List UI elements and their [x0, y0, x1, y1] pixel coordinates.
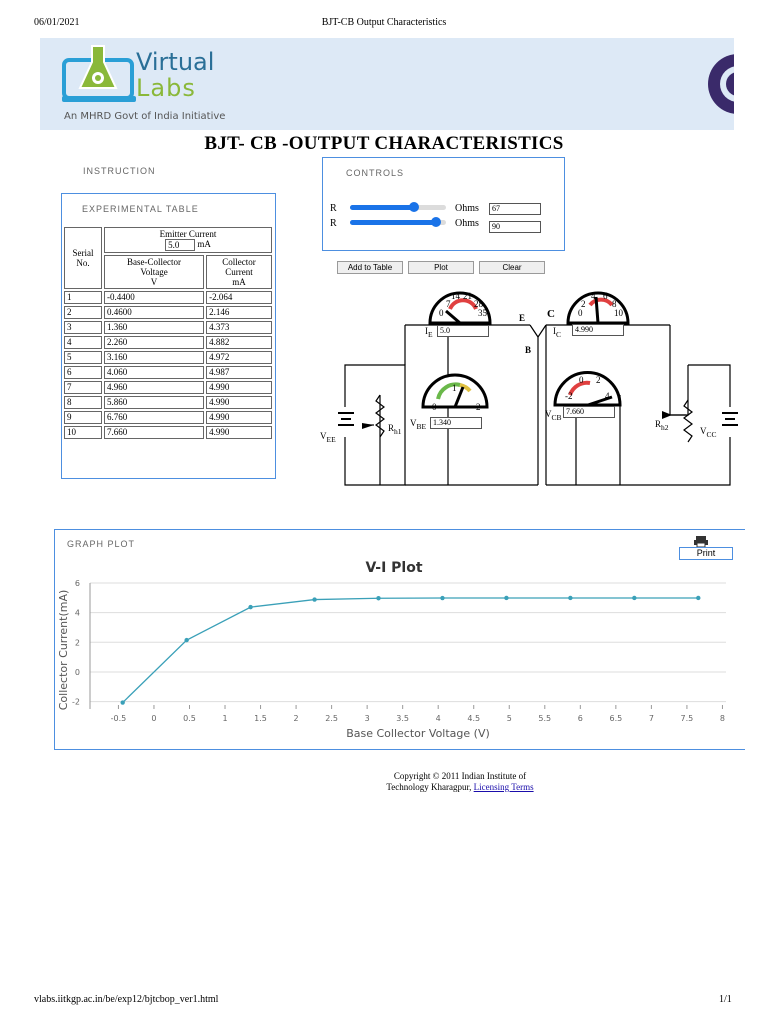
- x-tick-label: 5: [506, 714, 512, 723]
- data-point: [568, 596, 572, 600]
- current-header-line: Collector: [222, 257, 256, 267]
- voltage-cell: -0.4400: [104, 291, 204, 304]
- vee-label: [320, 431, 336, 444]
- y-tick-label: -2: [72, 697, 80, 707]
- data-point: [120, 700, 124, 704]
- vcb-readout: 7.660: [563, 406, 615, 418]
- ie-readout: 5.0: [437, 325, 489, 337]
- terminal-e-label: E: [519, 313, 526, 323]
- serial-cell: 6: [64, 366, 102, 379]
- experimental-table-label: EXPERIMENTAL TABLE: [82, 204, 199, 214]
- experimental-table: [62, 225, 274, 441]
- rh1-slider-fill: [350, 205, 414, 210]
- voltage-cell: 1.360: [104, 321, 204, 334]
- x-tick-label: 6.5: [609, 714, 623, 723]
- clear-button[interactable]: Clear: [479, 261, 545, 274]
- ic-tick: 0: [578, 308, 583, 318]
- rh2-circuit-main: R: [655, 419, 662, 429]
- x-tick-label: 5.5: [538, 714, 552, 723]
- ic-tick: 10: [614, 308, 623, 318]
- rh1-slider[interactable]: [350, 205, 446, 210]
- serial-cell: 2: [64, 306, 102, 319]
- ie-tick: 0: [439, 308, 444, 318]
- rh2-label: [330, 218, 337, 229]
- voltage-cell: 2.260: [104, 336, 204, 349]
- current-cell: 4.990: [206, 426, 272, 439]
- serial-cell: 3: [64, 321, 102, 334]
- voltage-header-line: Base-Collector: [127, 257, 182, 267]
- table-row: [64, 291, 272, 304]
- ie-tick: 14: [451, 291, 460, 301]
- data-point: [312, 597, 316, 601]
- vcb-tick: 4: [605, 391, 610, 401]
- emitter-current-unit: mA: [197, 239, 211, 250]
- vcb-tick: 2: [596, 375, 601, 385]
- arrow-icon: [362, 423, 374, 429]
- vcb-label-main: V: [545, 409, 552, 419]
- ie-tick: 21: [463, 291, 472, 301]
- copyright-line-1: Copyright © 2011 Indian Institute of: [393, 771, 527, 781]
- vbe-tick: 1: [452, 383, 457, 393]
- rh2-value-input[interactable]: 90: [489, 221, 541, 233]
- terminal-b-label: B: [525, 345, 532, 355]
- ie-label-main: I: [425, 326, 428, 336]
- rh1-circuit-sub: h1: [394, 426, 402, 436]
- current-cell: 2.146: [206, 306, 272, 319]
- table-row: [64, 381, 272, 394]
- data-point: [696, 596, 700, 600]
- vbe-readout: 1.340: [430, 417, 482, 429]
- data-point: [376, 596, 380, 600]
- copyright-line-2: [360, 782, 560, 792]
- current-cell: 4.882: [206, 336, 272, 349]
- print-page: 1/1: [719, 994, 732, 1005]
- vcb-tick: -2: [565, 391, 573, 401]
- x-tick-label: 3: [364, 714, 370, 723]
- voltage-column-header: [104, 255, 204, 289]
- emitter-current-label: Emitter Current: [159, 229, 217, 239]
- print-doc-title: BJT-CB Output Characteristics: [321, 17, 447, 28]
- licensing-terms-link[interactable]: Licensing Terms: [473, 782, 534, 792]
- x-tick-label: 3.5: [396, 714, 410, 723]
- table-row: [64, 396, 272, 409]
- x-tick-label: 7.5: [680, 714, 694, 723]
- x-tick-label: 0.5: [183, 714, 196, 723]
- voltage-cell: 7.660: [104, 426, 204, 439]
- ie-label: [425, 326, 433, 339]
- serial-cell: 5: [64, 351, 102, 364]
- table-row: [64, 306, 272, 319]
- vee-label-main: V: [320, 431, 327, 441]
- table-row: [64, 336, 272, 349]
- serial-cell: 4: [64, 336, 102, 349]
- data-point: [184, 638, 188, 642]
- x-tick-label: 8: [719, 714, 725, 723]
- current-cell: 4.373: [206, 321, 272, 334]
- rh1-circuit-label: [388, 423, 402, 436]
- rh1-slider-track[interactable]: [350, 205, 446, 210]
- vcc-label: [700, 426, 717, 439]
- current-cell: 4.990: [206, 381, 272, 394]
- x-axis-label: Base Collector Voltage (V): [346, 727, 490, 740]
- print-url: vlabs.iitkgp.ac.in/be/exp12/bjtcbop_ver1.html: [34, 994, 219, 1005]
- serial-cell: 1: [64, 291, 102, 304]
- table-row: [64, 426, 272, 439]
- data-point: [632, 596, 636, 600]
- ie-tick: 7: [446, 299, 451, 309]
- add-to-table-button[interactable]: Add to Table: [337, 261, 403, 274]
- vbe-tick: 0: [432, 402, 437, 412]
- print-button[interactable]: Print: [679, 547, 733, 560]
- x-tick-label: 2: [293, 714, 299, 723]
- table-row: [64, 351, 272, 364]
- virtual-labs-logo-icon: [62, 44, 136, 106]
- y-tick-label: 2: [74, 638, 80, 648]
- data-point: [440, 596, 444, 600]
- printer-icon[interactable]: [694, 536, 708, 547]
- serial-cell: 7: [64, 381, 102, 394]
- y-axis-label: Collector Current(mA): [57, 589, 70, 711]
- data-point: [504, 596, 508, 600]
- rh2-slider[interactable]: [350, 220, 446, 225]
- rh2-label-text: R: [330, 218, 337, 229]
- ie-tick: 35: [478, 308, 487, 318]
- ie-label-sub: E: [428, 329, 433, 339]
- x-tick-label: 4: [435, 714, 441, 723]
- table-row: [64, 321, 272, 334]
- serial-cell: 8: [64, 396, 102, 409]
- ic-tick: 4: [591, 291, 596, 301]
- current-header-line: Current: [225, 267, 253, 277]
- logo-tagline: An MHRD Govt of India Initiative: [64, 111, 226, 122]
- serial-cell: 9: [64, 411, 102, 424]
- vcc-label-sub: CC: [706, 429, 717, 439]
- y-tick-label: 0: [74, 667, 80, 677]
- ic-label-sub: C: [556, 329, 562, 339]
- voltage-cell: 5.860: [104, 396, 204, 409]
- x-tick-label: 1: [222, 714, 228, 723]
- current-column-header: [206, 255, 272, 289]
- rh2-circuit-label: [655, 419, 669, 432]
- current-cell: 4.972: [206, 351, 272, 364]
- rh2-unit: Ohms: [455, 218, 479, 229]
- circuit-diagram: [300, 275, 740, 495]
- data-point: [248, 605, 252, 609]
- ic-label: [553, 326, 561, 339]
- current-header-unit: mA: [232, 277, 246, 287]
- x-tick-label: 4.5: [467, 714, 481, 723]
- vbe-label-sub: BE: [416, 421, 427, 431]
- rh1-label: [330, 203, 337, 214]
- y-tick-label: 6: [74, 579, 80, 588]
- ie-tick: 28: [474, 299, 483, 309]
- x-tick-label: 1.5: [254, 714, 267, 723]
- x-tick-label: 0: [151, 714, 157, 723]
- vi-plot-chart: [56, 575, 736, 745]
- x-tick-label: 2.5: [325, 714, 338, 723]
- voltage-cell: 3.160: [104, 351, 204, 364]
- current-cell: -2.064: [206, 291, 272, 304]
- series-line: [123, 598, 699, 703]
- voltage-cell: 0.4600: [104, 306, 204, 319]
- terminal-c-label: C: [547, 308, 555, 320]
- instruction-label[interactable]: INSTRUCTION: [83, 166, 156, 176]
- chart-title: V-I Plot: [365, 560, 423, 576]
- current-cell: 4.990: [206, 396, 272, 409]
- ic-tick: 6: [603, 291, 608, 301]
- rh2-circuit-sub: h2: [661, 422, 669, 432]
- rh1-value-input[interactable]: 67: [489, 203, 541, 215]
- voltage-cell: 6.760: [104, 411, 204, 424]
- x-tick-label: -0.5: [110, 714, 127, 723]
- ic-tick: 8: [612, 299, 617, 309]
- current-cell: 4.990: [206, 411, 272, 424]
- emitter-current-input[interactable]: 5.0: [165, 239, 195, 251]
- graph-plot-label: GRAPH PLOT: [67, 539, 136, 549]
- ic-readout: 4.990: [572, 324, 624, 336]
- vbe-tick: 2: [476, 402, 481, 412]
- x-tick-label: 6: [577, 714, 583, 723]
- vcb-label: [545, 409, 562, 422]
- ic-tick: 2: [581, 299, 586, 309]
- controls-label: CONTROLS: [346, 168, 405, 178]
- copyright-org: Technology Kharagpur,: [386, 782, 472, 792]
- table-row: [64, 411, 272, 424]
- y-tick-label: 4: [74, 608, 80, 618]
- print-date: 06/01/2021: [34, 17, 80, 28]
- rh2-slider-fill: [350, 220, 436, 225]
- table-row: [64, 366, 272, 379]
- serial-cell: 10: [64, 426, 102, 439]
- page-title: BJT- CB -OUTPUT CHARACTERISTICS: [204, 133, 564, 154]
- voltage-cell: 4.960: [104, 381, 204, 394]
- rh2-slider-track[interactable]: [350, 220, 446, 225]
- voltage-header-unit: V: [150, 277, 158, 287]
- plot-button[interactable]: Plot: [408, 261, 474, 274]
- vcb-label-sub: CB: [551, 412, 562, 422]
- x-tick-label: 7: [648, 714, 654, 723]
- vcc-label-main: V: [700, 426, 707, 436]
- rh1-circuit-main: R: [388, 423, 395, 433]
- vcb-tick: 0: [579, 375, 584, 385]
- logo-word-virtual: Virtual: [136, 48, 215, 76]
- vbe-label-main: V: [410, 418, 417, 428]
- emitter-current-header: [104, 227, 272, 253]
- serial-header: Serial No.: [64, 227, 102, 289]
- rh1-unit: Ohms: [455, 203, 479, 214]
- voltage-header-line: Voltage: [140, 267, 168, 277]
- rh1-label-text: R: [330, 203, 337, 214]
- vbe-label: [410, 418, 426, 431]
- logo-word-labs: Labs: [136, 74, 196, 102]
- voltage-cell: 4.060: [104, 366, 204, 379]
- vee-label-sub: EE: [326, 434, 336, 444]
- iit-kgp-emblem-icon: [700, 44, 734, 128]
- ic-label-main: I: [553, 326, 556, 336]
- banner: [40, 38, 734, 130]
- current-cell: 4.987: [206, 366, 272, 379]
